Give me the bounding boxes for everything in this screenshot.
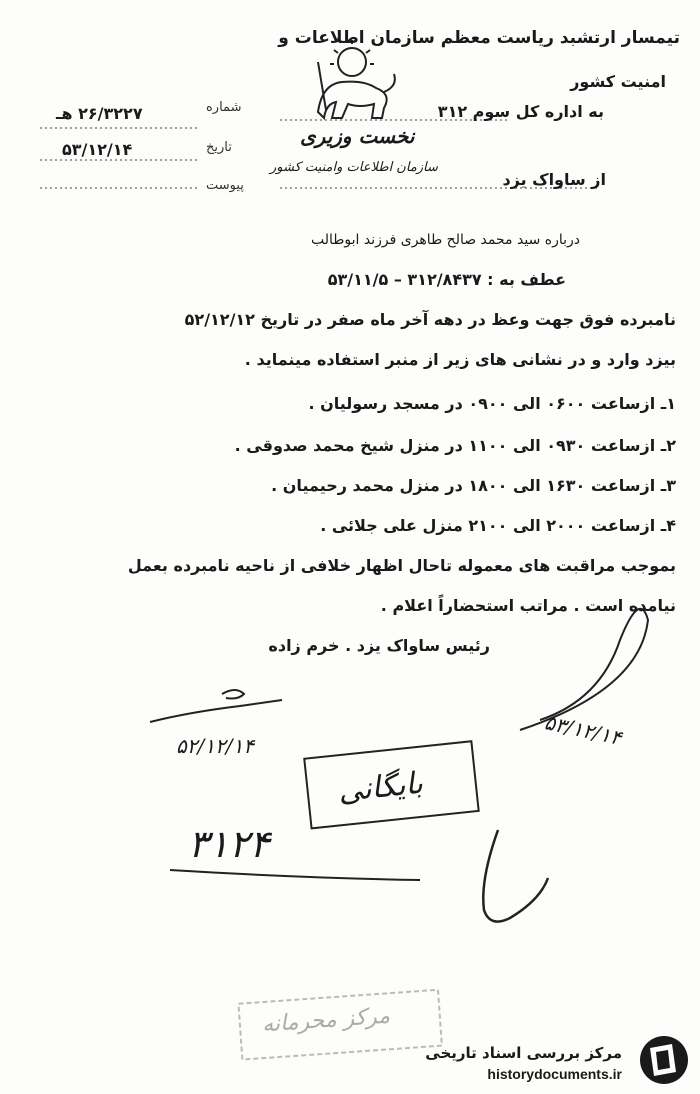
handwritten-oval-mark (520, 609, 648, 730)
schedule-item-4: ۴ـ ازساعت ۲۰۰۰ الی ۲۱۰۰ منزل علی جلائی . (320, 516, 676, 535)
letter-number-value: ۲۶/۳۲۲۷ هـ (56, 104, 143, 123)
archive-center-logo-icon (640, 1036, 688, 1084)
archive-stamp-text: بایگانی (336, 765, 425, 810)
handwritten-hook-mark (483, 830, 548, 922)
signature-scribble (150, 690, 282, 722)
closing-line-2: نیامده است . مراتب استحضاراً اعلام . (380, 596, 676, 615)
emblem-caption-ministry: نخست وزیری (300, 124, 415, 148)
schedule-item-2: ۲ـ ازساعت ۰۹۳۰ الی ۱۱۰۰ در منزل شیخ محمد صدوقی . (234, 436, 676, 455)
archive-website: historydocuments.ir (487, 1066, 622, 1082)
subject-line: درباره سید محمد صالح طاهری فرزند ابوطالب (310, 232, 580, 248)
to-department: به اداره کل سوم ۳۱۲ (437, 102, 604, 121)
number-underline (170, 870, 420, 880)
paragraph-line-1: نامبرده فوق جهت وعظ در دهه آخر ماه صفر در تاریخ ۵۲/۱۲/۱۲ (184, 310, 676, 329)
reference-line: عطف به : ۳۱۲/۸۴۳۷ – ۵۳/۱۱/۵ (327, 270, 566, 289)
addressee-line-2: امنیت کشور (570, 72, 666, 91)
date-label: تاریخ (206, 140, 232, 155)
archive-center-name: مرکز بررسی اسناد تاریخی (425, 1044, 622, 1062)
paragraph-line-2: بیزد وارد و در نشانی های زیر از منبر استفاده مینماید . (244, 350, 676, 369)
addressee-line-1: تیمسار ارتشبد ریاست معظم سازمان اطلاعات و (278, 28, 680, 48)
closing-line-1: بموجب مراقبت های معموله تاحال اظهار خلافی از ناحیه نامبرده بعمل (127, 556, 676, 575)
letter-date-value: ۵۳/۱۲/۱۴ (62, 140, 133, 159)
handwritten-date-left: ۵۲/۱۲/۱۴ (176, 734, 254, 758)
signature-block: رئیس ساواک یزد . خرم زاده (268, 636, 490, 655)
attachment-label: پیوست (206, 178, 244, 193)
number-label: شماره (206, 100, 242, 115)
handwritten-file-number: ۳۱۲۴ (188, 822, 270, 866)
schedule-item-1: ۱ـ ازساعت ۰۶۰۰ الی ۰۹۰۰ در مسجد رسولیان . (308, 394, 676, 413)
bottom-stamp-text: مرکز محرمانه (261, 1003, 391, 1038)
lion-and-sun-emblem-icon (318, 40, 395, 118)
emblem-caption-organization: سازمان اطلاعات وامنیت کشور (270, 160, 438, 175)
from-office: از ساواک یزد (502, 170, 606, 189)
schedule-item-3: ۳ـ ازساعت ۱۶۳۰ الی ۱۸۰۰ در منزل محمد رحیمیان . (271, 476, 676, 495)
handwritten-date-right: ۵۳/۱۲/۱۴ (542, 710, 624, 750)
